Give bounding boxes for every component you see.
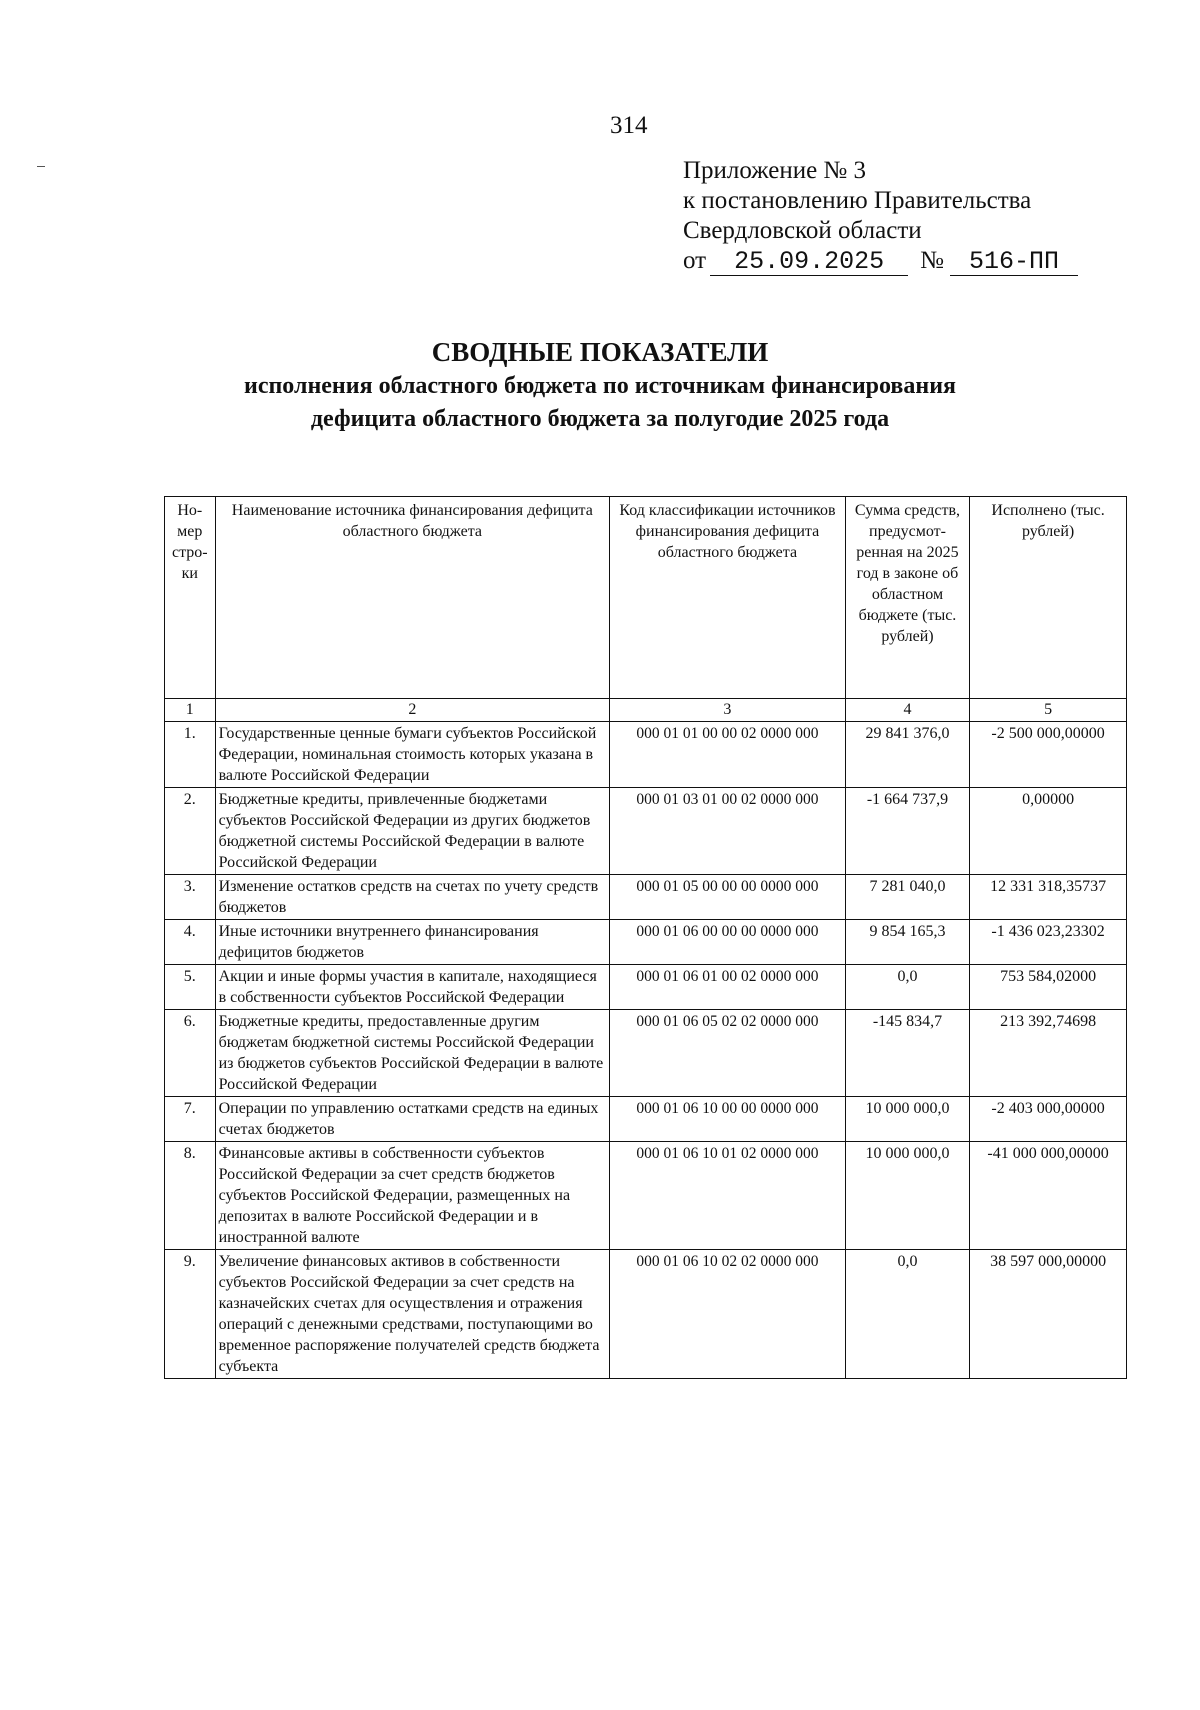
title-main: СВОДНЫЕ ПОКАЗАТЕЛИ bbox=[431, 337, 769, 367]
table-row bbox=[165, 788, 1127, 875]
source-name: Финансовые активы в собственности субъектов Российской Федерации за счет средств бюджетов субъектов Российской Федерации, размещенных на депозитах в валюте Российской Федерации и в иностранной валюте bbox=[215, 1142, 610, 1250]
table-row bbox=[165, 965, 1127, 1010]
row-number: 9. bbox=[165, 1250, 216, 1379]
planned-amount: -145 834,7 bbox=[845, 1010, 969, 1097]
source-name: Акции и иные формы участия в капитале, находящиеся в собственности субъектов Российской Федерации bbox=[215, 965, 610, 1010]
planned-amount: 10 000 000,0 bbox=[845, 1097, 969, 1142]
executed-amount: -1 436 023,23302 bbox=[970, 920, 1127, 965]
row-number: 4. bbox=[165, 920, 216, 965]
title-subtitle-1: исполнения областного бюджета по источникам финансирования bbox=[243, 373, 957, 399]
title-subtitle-2: дефицита областного бюджета за полугодие 2025 года bbox=[310, 406, 890, 432]
header-executed: Исполнено (тыс. рублей) bbox=[970, 497, 1127, 699]
executed-amount: 213 392,74698 bbox=[970, 1010, 1127, 1097]
row-number: 5. bbox=[165, 965, 216, 1010]
executed-amount: -41 000 000,00000 bbox=[970, 1142, 1127, 1250]
appendix-title: Приложение № 3 bbox=[683, 157, 867, 184]
appendix-block bbox=[683, 156, 1078, 276]
column-number: 4 bbox=[845, 699, 969, 722]
header-classification-code: Код классификации источников финансирования дефицита областного бюджета bbox=[610, 497, 846, 699]
appendix-region: Свердловской области bbox=[683, 217, 922, 244]
classification-code: 000 01 05 00 00 00 0000 000 bbox=[610, 875, 846, 920]
header-source-name: Наименование источника финансирования дефицита областного бюджета bbox=[215, 497, 610, 699]
executed-amount: 12 331 318,35737 bbox=[970, 875, 1127, 920]
planned-amount: 7 281 040,0 bbox=[845, 875, 969, 920]
source-name: Изменение остатков средств на счетах по учету средств бюджетов bbox=[215, 875, 610, 920]
planned-amount: 29 841 376,0 bbox=[845, 722, 969, 788]
table-row bbox=[165, 1142, 1127, 1250]
executed-amount: 0,00000 bbox=[970, 788, 1127, 875]
row-number: 2. bbox=[165, 788, 216, 875]
classification-code: 000 01 06 10 00 00 0000 000 bbox=[610, 1097, 846, 1142]
row-number: 3. bbox=[165, 875, 216, 920]
source-name: Бюджетные кредиты, привлеченные бюджетами субъектов Российской Федерации из других бюджетов бюджетной системы Российской Федерации в валюте Российской Федерации bbox=[215, 788, 610, 875]
source-name: Государственные ценные бумаги субъектов Российской Федерации, номинальная стоимость которых указана в валюте Российской Федерации bbox=[215, 722, 610, 788]
row-number: 8. bbox=[165, 1142, 216, 1250]
planned-amount: -1 664 737,9 bbox=[845, 788, 969, 875]
appendix-date-line bbox=[683, 246, 1078, 276]
executed-amount: 753 584,02000 bbox=[970, 965, 1127, 1010]
column-number: 3 bbox=[610, 699, 846, 722]
table-header-row bbox=[165, 497, 1127, 699]
source-name: Операции по управлению остатками средств на единых счетах бюджетов bbox=[215, 1097, 610, 1142]
from-label: от bbox=[683, 247, 707, 274]
decree-number: 516-ПП bbox=[950, 249, 1078, 276]
classification-code: 000 01 06 00 00 00 0000 000 bbox=[610, 920, 846, 965]
source-name: Бюджетные кредиты, предоставленные другим бюджетам бюджетной системы Российской Федерации из бюджетов субъектов Российской Федерации в валюте Российской Федерации bbox=[215, 1010, 610, 1097]
classification-code: 000 01 03 01 00 02 0000 000 bbox=[610, 788, 846, 875]
financing-sources-table bbox=[164, 496, 1127, 1379]
executed-amount: -2 500 000,00000 bbox=[970, 722, 1127, 788]
decree-date: 25.09.2025 bbox=[710, 249, 908, 276]
row-number: 1. bbox=[165, 722, 216, 788]
executed-amount: 38 597 000,00000 bbox=[970, 1250, 1127, 1379]
row-number: 6. bbox=[165, 1010, 216, 1097]
planned-amount: 9 854 165,3 bbox=[845, 920, 969, 965]
table-row bbox=[165, 1250, 1127, 1379]
page-number: 314 bbox=[610, 112, 648, 139]
header-row-number: Но- мер стро- ки bbox=[165, 497, 216, 699]
column-number: 1 bbox=[165, 699, 216, 722]
executed-amount: -2 403 000,00000 bbox=[970, 1097, 1127, 1142]
column-numbers-row bbox=[165, 699, 1127, 722]
column-number: 2 bbox=[215, 699, 610, 722]
document-title bbox=[0, 334, 1200, 436]
number-label: № bbox=[920, 247, 944, 274]
source-name: Иные источники внутреннего финансирования дефицитов бюджетов bbox=[215, 920, 610, 965]
classification-code: 000 01 01 00 00 02 0000 000 bbox=[610, 722, 846, 788]
classification-code: 000 01 06 05 02 02 0000 000 bbox=[610, 1010, 846, 1097]
appendix-reference: к постановлению Правительства bbox=[683, 187, 1032, 214]
classification-code: 000 01 06 10 02 02 0000 000 bbox=[610, 1250, 846, 1379]
classification-code: 000 01 06 01 00 02 0000 000 bbox=[610, 965, 846, 1010]
planned-amount: 10 000 000,0 bbox=[845, 1142, 969, 1250]
planned-amount: 0,0 bbox=[845, 1250, 969, 1379]
table-row bbox=[165, 722, 1127, 788]
table-row bbox=[165, 1097, 1127, 1142]
table-row bbox=[165, 920, 1127, 965]
table-row bbox=[165, 875, 1127, 920]
header-planned-amount: Сумма средств, предусмот-ренная на 2025 год в законе об областном бюджете (тыс. рублей) bbox=[845, 497, 969, 699]
table-row bbox=[165, 1010, 1127, 1097]
row-number: 7. bbox=[165, 1097, 216, 1142]
scan-mark bbox=[37, 166, 45, 167]
classification-code: 000 01 06 10 01 02 0000 000 bbox=[610, 1142, 846, 1250]
column-number: 5 bbox=[970, 699, 1127, 722]
source-name: Увеличение финансовых активов в собственности субъектов Российской Федерации за счет средств на казначейских счетах для осуществления и отражения операций с денежными средствами, поступающими во временное распоряжение получателей средств бюджета субъекта bbox=[215, 1250, 610, 1379]
planned-amount: 0,0 bbox=[845, 965, 969, 1010]
